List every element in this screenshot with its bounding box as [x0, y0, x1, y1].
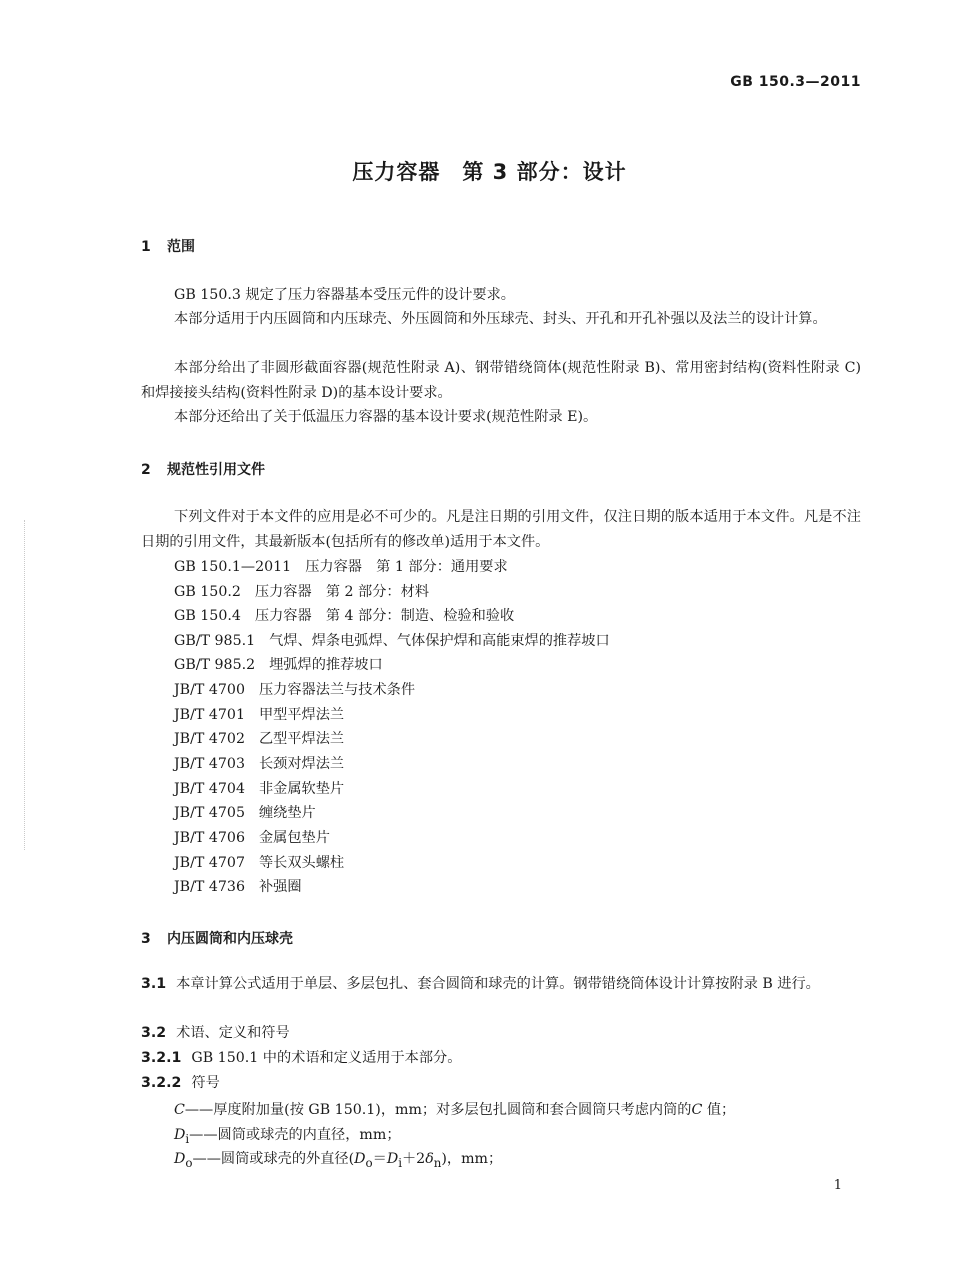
symbol-definition-di — [174, 1124, 401, 1146]
clause-3-2 — [141, 1021, 863, 1046]
symbol-subscript: i — [185, 1131, 190, 1146]
symbol-text: ＝ — [372, 1151, 387, 1167]
reference-code: JB/T 4702 — [174, 731, 245, 747]
reference-title: 气焊、焊条电弧焊、气体保护焊和高能束焊的推荐坡口 — [269, 633, 610, 649]
symbol: D — [386, 1151, 399, 1167]
symbol: δ — [425, 1151, 434, 1167]
reference-title: 等长双头螺柱 — [258, 855, 345, 871]
scan-margin-dots — [24, 520, 26, 850]
symbol-definition-do — [174, 1148, 502, 1170]
reference-title: 埋弧焊的推荐坡口 — [269, 657, 383, 673]
symbol-subscript: o — [185, 1155, 193, 1170]
reference-code: JB/T 4703 — [174, 756, 245, 772]
symbol: D — [354, 1151, 366, 1167]
reference-item — [174, 630, 610, 650]
reference-item — [174, 581, 429, 601]
reference-title: 补强圈 — [258, 879, 302, 895]
reference-code: JB/T 4700 — [174, 682, 245, 698]
reference-code: JB/T 4706 — [174, 830, 245, 846]
reference-title: 甲型平焊法兰 — [258, 707, 345, 723]
clause-3-1 — [141, 972, 863, 997]
reference-item — [174, 802, 316, 822]
reference-title: 压力容器 第 1 部分：通用要求 — [305, 559, 508, 575]
section-2-heading — [141, 459, 265, 479]
reference-item — [174, 605, 514, 625]
symbol-subscript: o — [365, 1155, 373, 1170]
symbol-subscript: n — [433, 1155, 442, 1170]
symbol: C — [174, 1102, 185, 1118]
symbol-text: )，mm； — [441, 1151, 503, 1167]
reference-item — [174, 654, 383, 674]
symbol-text: ——圆筒或球壳的内直径，mm； — [189, 1127, 401, 1143]
paragraph: GB 150.3 规定了压力容器基本受压元件的设计要求。 — [174, 287, 515, 303]
reference-item — [174, 876, 302, 896]
section-title: 规范性引用文件 — [167, 462, 265, 478]
reference-title: 缠绕垫片 — [258, 805, 316, 821]
reference-title: 压力容器法兰与技术条件 — [258, 682, 416, 698]
reference-item — [174, 556, 508, 576]
symbol: C — [691, 1102, 703, 1118]
standard-code: GB 150.3—2011 — [730, 74, 861, 90]
reference-title: 非金属软垫片 — [258, 781, 345, 797]
reference-code: GB 150.4 — [174, 608, 241, 624]
paragraph: 下列文件对于本文件的应用是必不可少的。凡是注日期的引用文件，仅注日期的版本适用于本文件。凡是不注日期的引用文件，其最新版本(包括所有的修改单)适用于本文件。 — [141, 509, 861, 550]
reference-title: 压力容器 第 4 部分：制造、检验和验收 — [254, 608, 515, 624]
reference-title: 压力容器 第 2 部分：材料 — [254, 584, 430, 600]
clause-text: GB 150.1 中的术语和定义适用于本部分。 — [191, 1050, 462, 1066]
clause-number: 3.2 — [141, 1025, 167, 1041]
reference-code: GB 150.1—2011 — [174, 559, 292, 575]
section-number: 2 — [141, 462, 151, 478]
section-number: 3 — [141, 931, 151, 947]
clause-text: 术语、定义和符号 — [176, 1025, 290, 1041]
paragraph: 本部分适用于内压圆筒和内压球壳、外压圆筒和外压球壳、封头、开孔和开孔补强以及法兰的设计计算。 — [174, 311, 827, 327]
reference-code: JB/T 4705 — [174, 805, 245, 821]
paragraph: 本部分给出了非圆形截面容器(规范性附录 A)、钢带错绕筒体(规范性附录 B)、常用密封结构(资料性附录 C)和焊接接头结构(资料性附录 D)的基本设计要求。 — [141, 360, 861, 401]
clause-text: 本章计算公式适用于单层、多层包扎、套合圆筒和球壳的计算。钢带错绕筒体设计计算按附录 B 进行。 — [176, 976, 820, 992]
symbol-text: ——厚度附加量(按 GB 150.1)，mm；对多层包扎圆筒和套合圆筒只考虑内筒的 — [184, 1102, 692, 1118]
section-3-heading — [141, 928, 293, 948]
section-title: 范围 — [167, 239, 195, 255]
reference-code: GB/T 985.1 — [174, 633, 256, 649]
reference-item — [174, 753, 344, 773]
page-number: 1 — [833, 1178, 842, 1193]
symbol-subscript: i — [398, 1155, 402, 1170]
symbol-text: ——圆筒或球壳的外直径( — [192, 1151, 355, 1167]
document-title: 压力容器 第 3 部分：设计 — [352, 160, 627, 184]
section-number: 1 — [141, 239, 151, 255]
reference-item — [174, 704, 344, 724]
section-1-heading — [141, 236, 195, 256]
reference-code: JB/T 4707 — [174, 855, 245, 871]
symbol-text: ＋2 — [401, 1151, 426, 1167]
symbol: D — [174, 1127, 186, 1143]
reference-code: JB/T 4736 — [174, 879, 245, 895]
symbol: D — [174, 1151, 186, 1167]
reference-item — [174, 852, 344, 872]
reference-code: GB/T 985.2 — [174, 657, 256, 673]
clause-number: 3.2.2 — [141, 1075, 182, 1091]
clause-number: 3.2.1 — [141, 1050, 182, 1066]
clause-text: 符号 — [191, 1075, 220, 1091]
reference-item — [174, 679, 415, 699]
reference-item — [174, 728, 344, 748]
symbol-definition-c — [174, 1099, 735, 1119]
clause-number: 3.1 — [141, 976, 167, 992]
clause-3-2-1 — [141, 1046, 863, 1071]
symbol-text: 值； — [702, 1102, 736, 1118]
reference-item — [174, 827, 330, 847]
reference-title: 长颈对焊法兰 — [258, 756, 345, 772]
section-title: 内压圆筒和内压球壳 — [167, 931, 293, 947]
reference-title: 乙型平焊法兰 — [258, 731, 345, 747]
paragraph: 本部分还给出了关于低温压力容器的基本设计要求(规范性附录 E)。 — [174, 409, 598, 425]
clause-3-2-2 — [141, 1071, 863, 1096]
reference-code: JB/T 4701 — [174, 707, 245, 723]
reference-code: JB/T 4704 — [174, 781, 245, 797]
reference-code: GB 150.2 — [174, 584, 241, 600]
reference-title: 金属包垫片 — [258, 830, 330, 846]
reference-item — [174, 778, 344, 798]
